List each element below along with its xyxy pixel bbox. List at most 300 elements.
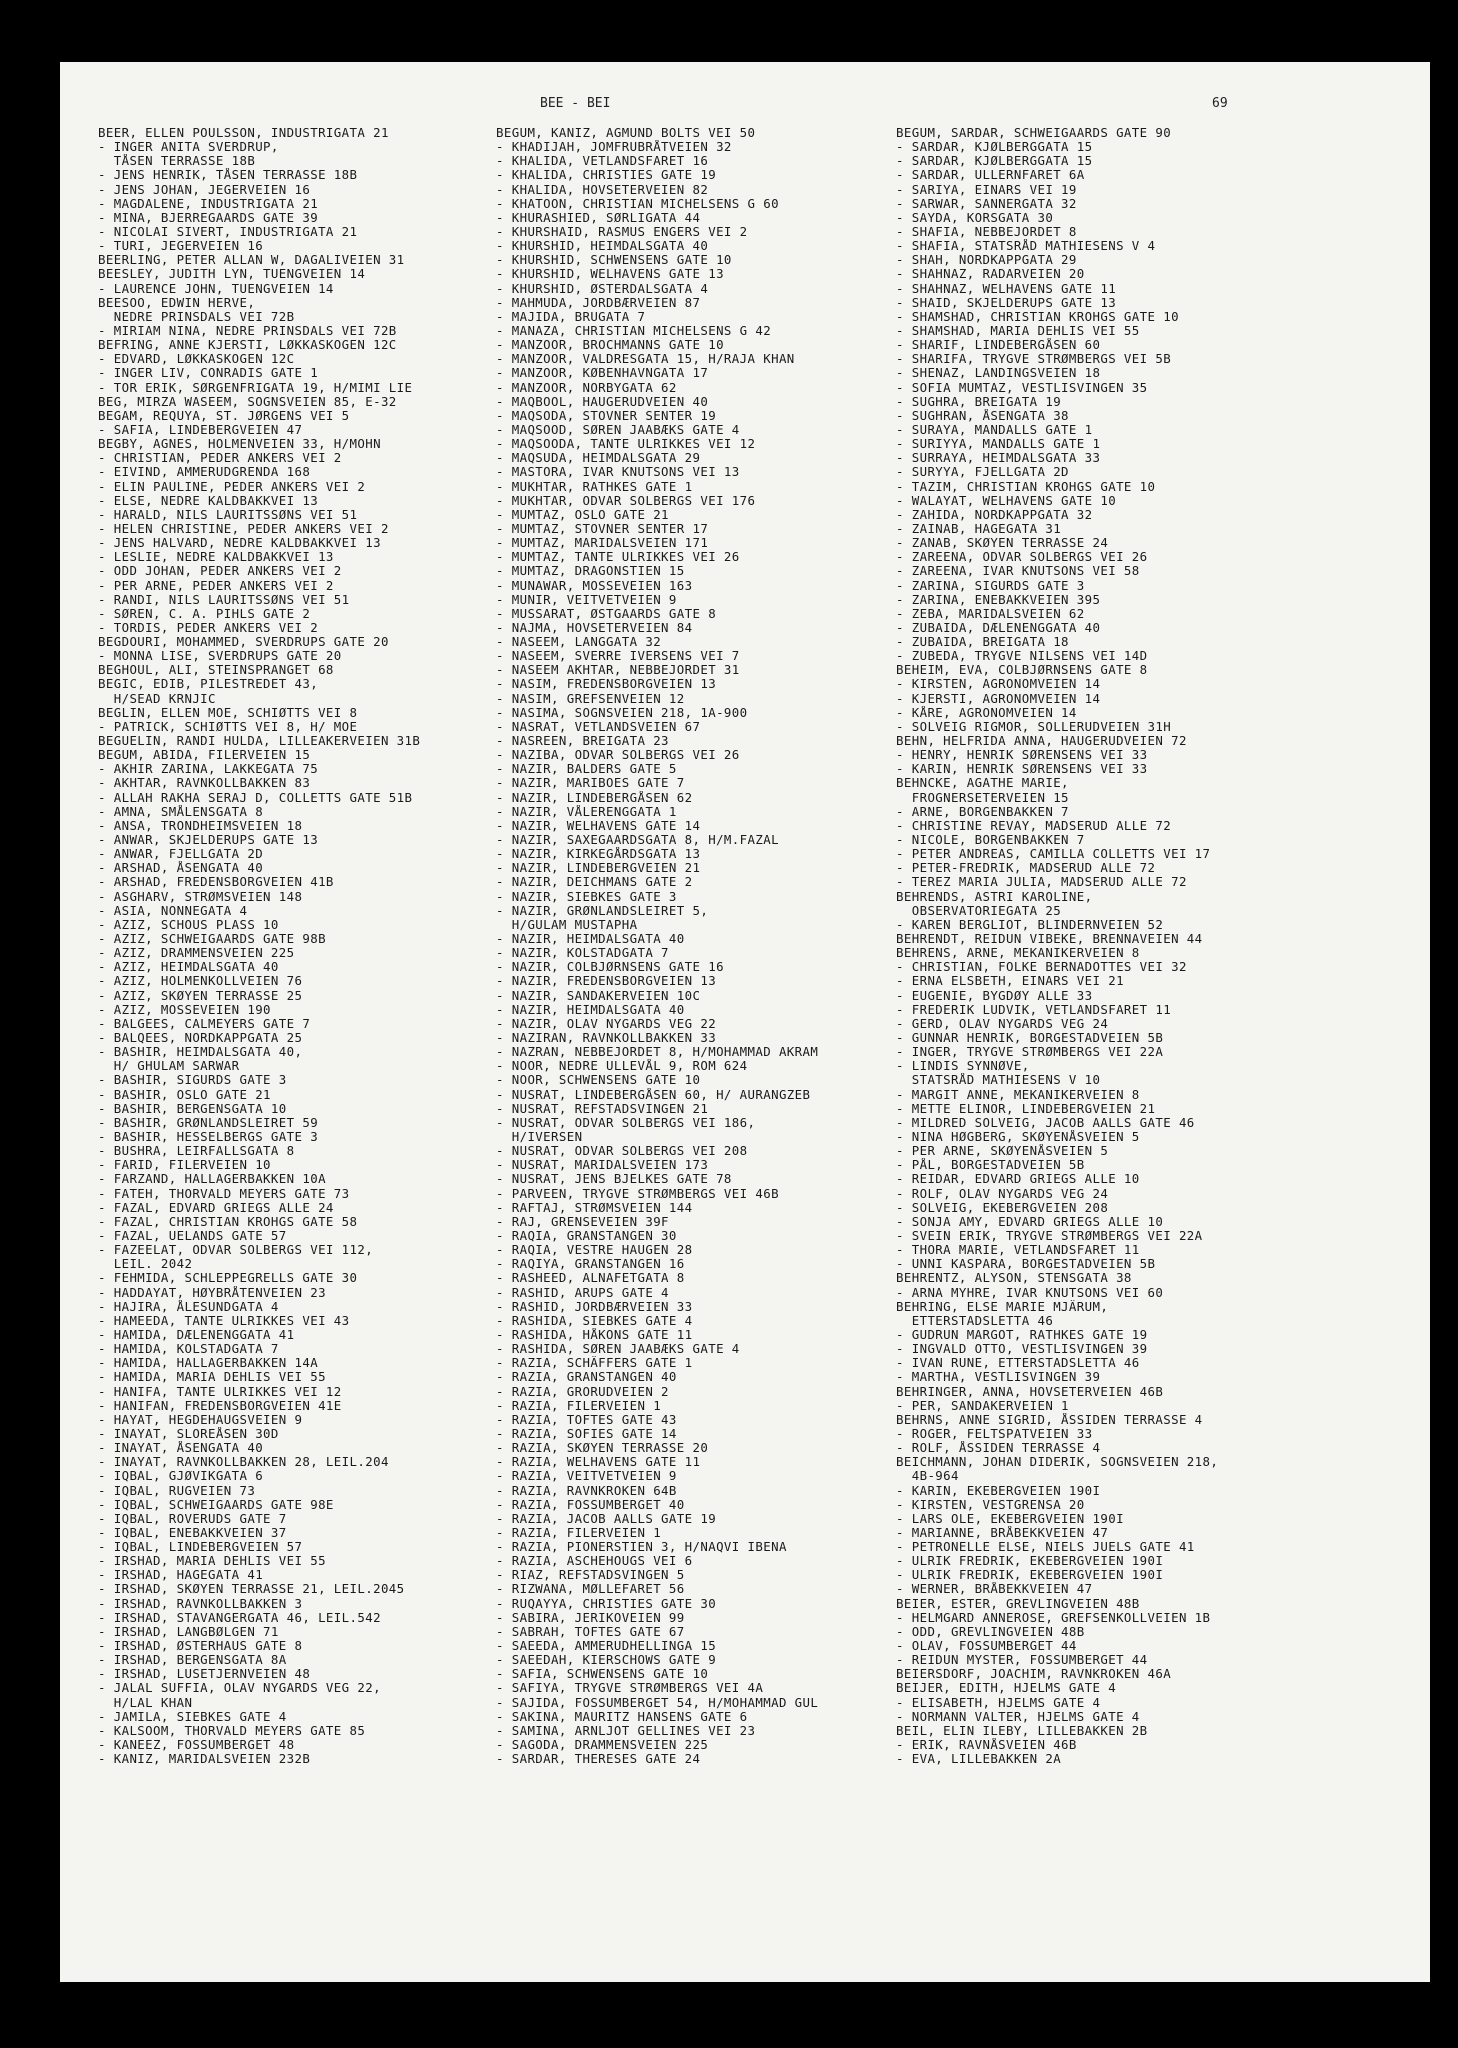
directory-entry: - REIDUN MYSTER, FOSSUMBERGET 44 [896,1653,1148,1668]
directory-entry: - KARIN, EKEBERGVEIEN 190I [896,1483,1101,1498]
directory-entry: - TORDIS, PEDER ANKERS VEI 2 [98,620,319,635]
directory-entry: - IRSHAD, LANGBØLGEN 71 [98,1624,279,1639]
directory-entry: BEGIC, EDIB, PILESTREDET 43, [98,677,319,692]
directory-entry: - ERNA ELSBETH, EINARS VEI 21 [896,974,1124,989]
directory-entry: - TEREZ MARIA JULIA, MADSERUD ALLE 72 [896,875,1187,890]
directory-entry: - IQBAL, GJØVIKGATA 6 [98,1469,264,1484]
directory-entry: - SAJIDA, FOSSUMBERGET 54, H/MOHAMMAD GUL [496,1695,819,1710]
directory-entry: - AZIZ, SKØYEN TERRASSE 25 [98,988,303,1003]
directory-entry: H/SEAD KRNJIC [98,691,216,706]
directory-entry: - FEHMIDA, SCHLEPPEGRELLS GATE 30 [98,1271,358,1286]
directory-entry: - KIRSTEN, VESTGRENSA 20 [896,1497,1085,1512]
directory-entry: - RIAZ, REFSTADSVINGEN 5 [496,1568,685,1583]
page-title: BEE - BEI [540,96,611,111]
directory-entry: - ARNE, BORGENBAKKEN 7 [896,804,1069,819]
directory-entry: - SURYYA, FJELLGATA 2D [896,465,1069,480]
directory-entry: - REIDAR, EDVARD GRIEGS ALLE 10 [896,1172,1140,1187]
directory-entry: - BASHIR, HESSELBERGS GATE 3 [98,1129,319,1144]
directory-entry: - SONJA AMY, EDVARD GRIEGS ALLE 10 [896,1214,1164,1229]
directory-entry: - SARDAR, KJØLBERGGATA 15 [896,154,1093,169]
directory-entry: - SVEIN ERIK, TRYGVE STRØMBERGS VEI 22A [896,1228,1203,1243]
directory-entry: - SURAYA, MANDALLS GATE 1 [896,422,1093,437]
directory-page [60,62,1430,1982]
directory-entry: - MAQSOODA, TANTE ULRIKKES VEI 12 [496,437,756,452]
directory-entry: - TOR ERIK, SØRGENFRIGATA 19, H/MIMI LIE [98,380,413,395]
directory-entry: - KHURSHID, ØSTERDALSGATA 4 [496,281,709,296]
directory-entry: - NASRAT, VETLANDSVEIEN 67 [496,719,701,734]
directory-entry: - SOFIA MUMTAZ, VESTLISVINGEN 35 [896,380,1148,395]
directory-entry: BEHRENS, ARNE, MEKANIKERVEIEN 8 [896,946,1140,961]
directory-entry: - NAZIR, SANDAKERVEIEN 10C [496,988,701,1003]
column-2 [496,126,926,1766]
directory-entry: - ODD JOHAN, PEDER ANKERS VEI 2 [98,564,342,579]
directory-entry: - SHAID, SKJELDERUPS GATE 13 [896,295,1117,310]
directory-entry: - NICOLAI SIVERT, INDUSTRIGATA 21 [98,224,358,239]
directory-entry: - MUSSARAT, ØSTGAARDS GATE 8 [496,606,717,621]
directory-entry: - NAZIR, OLAV NYGARDS VEG 22 [496,1016,717,1031]
directory-entry: - RAZIA, ASCHEHOUGS VEI 6 [496,1554,693,1569]
directory-entry: - HAMIDA, MARIA DEHLIS VEI 55 [98,1370,326,1385]
directory-entry: - RASHID, JORDBÆRVEIEN 33 [496,1299,693,1314]
directory-entry: - ROGER, FELTSPATVEIEN 33 [896,1426,1093,1441]
directory-entry: - NAZIRAN, RAVNKOLLBAKKEN 33 [496,1031,717,1045]
directory-entry: - RAZIA, SKØYEN TERRASSE 20 [496,1441,709,1456]
directory-entry: - SOLVEIG RIGMOR, SOLLERUDVEIEN 31H [896,719,1172,734]
directory-entry: - NICOLE, BORGENBAKKEN 7 [896,833,1085,848]
directory-entry: BEESLEY, JUDITH LYN, TUENGVEIEN 14 [98,267,366,282]
directory-entry: - MANZOOR, BROCHMANNS GATE 10 [496,338,724,353]
directory-entry: - RAZIA, PIONERSTIEN 3, H/NAQVI IBENA [496,1540,787,1555]
directory-entry: - GUDRUN MARGOT, RATHKES GATE 19 [896,1327,1148,1342]
directory-entry: - SAEEDA, AMMERUDHELLINGA 15 [496,1639,717,1654]
directory-entry: - ZARINA, SIGURDS GATE 3 [896,578,1085,593]
directory-entry: - HENRY, HENRIK SØRENSENS VEI 33 [896,748,1148,763]
directory-entry: - ERIK, RAVNÅSVEIEN 46B [896,1738,1077,1753]
directory-entry: - KHURASHIED, SØRLIGATA 44 [496,210,701,225]
directory-entry: - BASHIR, OSLO GATE 21 [98,1087,271,1102]
directory-entry: - PETRONELLE ELSE, NIELS JUELS GATE 41 [896,1540,1195,1555]
directory-entry: - BASHIR, HEIMDALSGATA 40, [98,1045,303,1060]
directory-entry: BEGHOUL, ALI, STEINSPRANGET 68 [98,663,334,678]
directory-entry: - INGER, TRYGVE STRØMBERGS VEI 22A [896,1045,1164,1060]
directory-entry: - SOLVEIG, EKEBERGVEIEN 208 [896,1200,1109,1215]
directory-entry: - LAURENCE JOHN, TUENGVEIEN 14 [98,281,334,296]
directory-entry: - SAEEDAH, KIERSCHOWS GATE 9 [496,1653,717,1668]
directory-entry: BEGUELIN, RANDI HULDA, LILLEAKERVEIEN 31B [98,734,421,749]
directory-entry: BEGDOURI, MOHAMMED, SVERDRUPS GATE 20 [98,635,389,650]
directory-entry: - ANWAR, FJELLGATA 2D [98,847,264,862]
column-1 [98,126,528,1766]
directory-entry: - FAZAL, CHRISTIAN KROHGS GATE 58 [98,1214,358,1229]
directory-entry: - LESLIE, NEDRE KALDBAKKVEI 13 [98,550,334,565]
directory-entry: - RAZIA, VEITVETVEIEN 9 [496,1469,677,1484]
directory-entry: - INGVALD OTTO, VESTLISVINGEN 39 [896,1342,1148,1357]
directory-entry: - JENS HALVARD, NEDRE KALDBAKKVEI 13 [98,536,381,551]
directory-entry: - NASEEM AKHTAR, NEBBEJORDET 31 [496,663,740,678]
directory-entry: - KANIZ, MARIDALSVEIEN 232B [98,1752,311,1767]
directory-entry: - JALAL SUFFIA, OLAV NYGARDS VEG 22, [98,1681,381,1696]
directory-entry: - EVA, LILLEBAKKEN 2A [896,1752,1062,1767]
directory-entry: - MANZOOR, NORBYGATA 62 [496,380,677,395]
directory-entry: - KALSOOM, THORVALD MEYERS GATE 85 [98,1723,366,1738]
directory-entry: - KHALIDA, VETLANDSFARET 16 [496,154,709,169]
directory-entry: - MILDRED SOLVEIG, JACOB AALLS GATE 46 [896,1115,1195,1130]
directory-entry: - MUMTAZ, MARIDALSVEIEN 171 [496,536,709,551]
directory-entry: - SHAHNAZ, WELHAVENS GATE 11 [896,281,1117,296]
directory-entry: LEIL. 2042 [98,1257,193,1272]
directory-entry: BEHN, HELFRIDA ANNA, HAUGERUDVEIEN 72 [896,734,1187,749]
directory-entry: - BASHIR, BERGENSGATA 10 [98,1101,287,1116]
directory-entry: - SARIYA, EINARS VEI 19 [896,182,1077,197]
directory-entry: ETTERSTADSLETTA 46 [896,1313,1054,1328]
directory-entry: - BALQEES, NORDKAPPGATA 25 [98,1031,303,1045]
directory-entry: - SAKINA, MAURITZ HANSENS GATE 6 [496,1709,748,1724]
directory-entry: - IRSHAD, HAGEGATA 41 [98,1568,264,1583]
directory-entry: - RAZIA, GRORUDVEIEN 2 [496,1384,669,1399]
directory-entry: - RAJ, GRENSEVEIEN 39F [496,1214,669,1229]
directory-entry: OBSERVATORIEGATA 25 [896,903,1062,918]
directory-entry: - NORMANN VALTER, HJELMS GATE 4 [896,1709,1140,1724]
directory-entry: - KHURSHID, WELHAVENS GATE 13 [496,267,724,282]
directory-entry: - ANWAR, SKJELDERUPS GATE 13 [98,833,319,848]
directory-entry: - ARSHAD, FREDENSBORGVEIEN 41B [98,875,334,890]
directory-entry: - OLAV, FOSSUMBERGET 44 [896,1639,1077,1654]
directory-entry: - HAMIDA, DÆLENENGGATA 41 [98,1327,295,1342]
directory-entry: - IQBAL, LINDEBERGVEIEN 57 [98,1540,303,1555]
directory-entry: - AZIZ, MOSSEVEIEN 190 [98,1002,271,1017]
directory-entry: - SHAFIA, NEBBEJORDET 8 [896,224,1077,239]
directory-entry: BEGLIN, ELLEN MOE, SCHIØTTS VEI 8 [98,705,358,720]
directory-entry: - NAJMA, HOVSETERVEIEN 84 [496,620,693,635]
directory-entry: - HAJIRA, ÅLESUNDGATA 4 [98,1299,279,1314]
directory-entry: - NAZIR, DEICHMANS GATE 2 [496,875,693,890]
directory-entry: - ARNA MYHRE, IVAR KNUTSONS VEI 60 [896,1285,1164,1300]
directory-entry: - NASIM, GREFSENVEIEN 12 [496,691,685,706]
directory-entry: - THORA MARIE, VETLANDSFARET 11 [896,1243,1140,1258]
directory-entry: - IVAN RUNE, ETTERSTADSLETTA 46 [896,1356,1140,1371]
directory-entry: - WALAYAT, WELHAVENS GATE 10 [896,493,1117,508]
directory-entry: BEHRING, ELSE MARIE MJÄRUM, [896,1299,1109,1314]
directory-entry: - AZIZ, HOLMENKOLLVEIEN 76 [98,974,303,989]
directory-entry: - FARZAND, HALLAGERBAKKEN 10A [98,1172,326,1187]
directory-entry: - AKHIR ZARINA, LAKKEGATA 75 [98,762,319,777]
directory-entry: - IRSHAD, LUSETJERNVEIEN 48 [98,1667,311,1682]
directory-entry: BEHRINGER, ANNA, HOVSETERVEIEN 46B [896,1384,1164,1399]
directory-entry: - RAZIA, WELHAVENS GATE 11 [496,1455,701,1470]
directory-entry: - NASREEN, BREIGATA 23 [496,734,669,749]
directory-entry: - INAYAT, ÅSENGATA 40 [98,1441,264,1456]
directory-entry: - PARVEEN, TRYGVE STRØMBERGS VEI 46B [496,1186,779,1201]
directory-entry: BEHRNS, ANNE SIGRID, ÅSSIDEN TERRASSE 4 [896,1412,1203,1427]
directory-entry: - INGER LIV, CONRADIS GATE 1 [98,366,319,381]
directory-entry: - SARDAR, THERESES GATE 24 [496,1752,701,1767]
directory-entry: - HAMIDA, KOLSTADGATA 7 [98,1342,279,1357]
directory-entry: - RAQIA, GRANSTANGEN 30 [496,1228,677,1243]
directory-entry: BEGUM, ABIDA, FILERVEIEN 15 [98,748,311,763]
directory-entry: H/IVERSEN [496,1129,583,1144]
directory-entry: - FATEH, THORVALD MEYERS GATE 73 [98,1186,350,1201]
directory-entry: H/ GHULAM SARWAR [98,1059,240,1074]
directory-entry: - FAZAL, EDVARD GRIEGS ALLE 24 [98,1200,334,1215]
directory-entry: - SABRAH, TOFTES GATE 67 [496,1624,685,1639]
directory-entry: - ZAINAB, HAGEGATA 31 [896,521,1062,536]
directory-entry: - ZANAB, SKØYEN TERRASSE 24 [896,536,1109,551]
directory-entry: - NUSRAT, ODVAR SOLBERGS VEI 208 [496,1144,748,1159]
directory-entry: - SARDAR, ULLERNFARET 6A [896,168,1085,183]
directory-entry: - ZUBAIDA, BREIGATA 18 [896,635,1069,650]
directory-entry: H/LAL KHAN [98,1695,193,1710]
directory-entry: - RIZWANA, MØLLEFARET 56 [496,1582,685,1597]
directory-entry: - NAZIR, WELHAVENS GATE 14 [496,818,701,833]
directory-entry: - ELIN PAULINE, PEDER ANKERS VEI 2 [98,479,366,494]
directory-entry: - NAZIBA, ODVAR SOLBERGS VEI 26 [496,748,740,763]
directory-entry: - ZEBA, MARIDALSVEIEN 62 [896,606,1085,621]
directory-entry: - IQBAL, ENEBAKKVEIEN 37 [98,1525,287,1540]
directory-entry: - NAZIR, GRØNLANDSLEIRET 5, [496,903,709,918]
directory-entry: BEGUM, KANIZ, AGMUND BOLTS VEI 50 [496,126,756,140]
directory-entry: - MIRIAM NINA, NEDRE PRINSDALS VEI 72B [98,323,397,338]
directory-entry: BEERLING, PETER ALLAN W, DAGALIVEIEN 31 [98,253,405,268]
directory-entry: BEHEIM, EVA, COLBJØRNSENS GATE 8 [896,663,1148,678]
directory-entry: - RAZIA, RAVNKROKEN 64B [496,1483,677,1498]
directory-entry: - NAZIR, COLBJØRNSENS GATE 16 [496,960,724,975]
directory-entry: BEICHMANN, JOHAN DIDERIK, SOGNSVEIEN 218, [896,1455,1219,1470]
directory-entry: - SAFIA, SCHWENSENS GATE 10 [496,1667,709,1682]
directory-entry: - ROLF, OLAV NYGARDS VEG 24 [896,1186,1109,1201]
directory-entry: - NAZIR, SAXEGAARDSGATA 8, H/M.FAZAL [496,833,779,848]
directory-entry: - KHURSHID, SCHWENSENS GATE 10 [496,253,732,268]
directory-entry: BEHNCKE, AGATHE MARIE, [896,776,1069,791]
directory-entry: - BUSHRA, LEIRFALLSGATA 8 [98,1144,295,1159]
directory-entry: - AMNA, SMÅLENSGATA 8 [98,804,264,819]
directory-entry: - MUMTAZ, OSLO GATE 21 [496,507,669,522]
directory-entry: - SUGHRA, BREIGATA 19 [896,394,1062,409]
directory-entry: - LINDIS SYNNØVE, [896,1059,1030,1074]
directory-entry: - KIRSTEN, AGRONOMVEIEN 14 [896,677,1101,692]
directory-entry: - NOOR, SCHWENSENS GATE 10 [496,1073,701,1088]
directory-entry: - MAQSOOD, SØREN JAABÆKS GATE 4 [496,422,740,437]
directory-entry: - AKHTAR, RAVNKOLLBAKKEN 83 [98,776,311,791]
directory-entry: - KÅRE, AGRONOMVEIEN 14 [896,705,1077,720]
directory-entry: - NAZRAN, NEBBEJORDET 8, H/MOHAMMAD AKRAM [496,1045,819,1060]
directory-entry: - MAHMUDA, JORDBÆRVEIEN 87 [496,295,701,310]
directory-entry: - RUQAYYA, CHRISTIES GATE 30 [496,1596,717,1611]
directory-entry: - BASHIR, GRØNLANDSLEIRET 59 [98,1115,319,1130]
directory-entry: - PETER ANDREAS, CAMILLA COLLETTS VEI 17 [896,847,1211,862]
directory-entry: - SHAHNAZ, RADARVEIEN 20 [896,267,1085,282]
directory-entry: BEFRING, ANNE KJERSTI, LØKKASKOGEN 12C [98,338,397,353]
directory-entry: - ZARINA, ENEBAKKVEIEN 395 [896,592,1101,607]
directory-entry: - NAZIR, KOLSTADGATA 7 [496,946,669,961]
directory-entry: - RAZIA, TOFTES GATE 43 [496,1412,677,1427]
directory-entry: - TAZIM, CHRISTIAN KROHGS GATE 10 [896,479,1156,494]
directory-entry: - INAYAT, RAVNKOLLBAKKEN 28, LEIL.204 [98,1455,389,1470]
directory-entry: - CHRISTIAN, PEDER ANKERS VEI 2 [98,451,342,466]
directory-entry: - KHURSHID, HEIMDALSGATA 40 [496,239,709,254]
directory-entry: - FAZEELAT, ODVAR SOLBERGS VEI 112, [98,1243,374,1258]
directory-entry: - SHENAZ, LANDINGSVEIEN 18 [896,366,1101,381]
directory-entry: - KAREN BERGLIOT, BLINDERNVEIEN 52 [896,917,1164,932]
directory-entry: - KHALIDA, HOVSETERVEIEN 82 [496,182,709,197]
directory-entry: - PETER-FREDRIK, MADSERUD ALLE 72 [896,861,1156,876]
directory-entry: - MAJIDA, BRUGATA 7 [496,309,646,324]
directory-entry: - SUGHRAN, ÅSENGATA 38 [896,408,1069,423]
directory-entry: - SAFIA, LINDEBERGVEIEN 47 [98,422,303,437]
directory-entry: - ZUBEDA, TRYGVE NILSENS VEI 14D [896,649,1148,664]
directory-entry: - NAZIR, FREDENSBORGVEIEN 13 [496,974,717,989]
directory-entry: - KHADIJAH, JOMFRUBRÅTVEIEN 32 [496,140,732,155]
directory-entry: - RASHIDA, HÅKONS GATE 11 [496,1327,693,1342]
directory-entry: - NAZIR, SIEBKES GATE 3 [496,889,677,904]
directory-entry: BEIJER, EDITH, HJELMS GATE 4 [896,1681,1117,1696]
directory-entry: - SAGODA, DRAMMENSVEIEN 225 [496,1738,709,1753]
directory-entry: - IQBAL, ROVERUDS GATE 7 [98,1511,287,1526]
directory-entry: - MANAZA, CHRISTIAN MICHELSENS G 42 [496,323,772,338]
directory-entry: - RAZIA, FILERVEIEN 1 [496,1398,662,1413]
directory-entry: - IRSHAD, ØSTERHAUS GATE 8 [98,1639,303,1654]
directory-entry: - RAFTAJ, STRØMSVEIEN 144 [496,1200,693,1215]
directory-entry: - RASHEED, ALNAFETGATA 8 [496,1271,685,1286]
directory-entry: - MUKHTAR, RATHKES GATE 1 [496,479,693,494]
directory-entry: - MUNIR, VEITVETVEIEN 9 [496,592,677,607]
directory-entry: - PÅL, BORGESTADVEIEN 5B [896,1158,1085,1173]
directory-entry: - ASGHARV, STRØMSVEIEN 148 [98,889,303,904]
directory-entry: - MARIANNE, BRÅBEKKVEIEN 47 [896,1525,1109,1540]
directory-entry: - KHURSHAID, RASMUS ENGERS VEI 2 [496,224,748,239]
directory-entry: - MUMTAZ, STOVNER SENTER 17 [496,521,709,536]
directory-entry: BEIER, ESTER, GREVLINGVEIEN 48B [896,1596,1140,1611]
directory-entry: - AZIZ, SCHWEIGAARDS GATE 98B [98,932,326,947]
directory-entry: - SHAH, NORDKAPPGATA 29 [896,253,1077,268]
directory-entry: - SARDAR, KJØLBERGGATA 15 [896,140,1093,155]
directory-entry: - SURIYYA, MANDALLS GATE 1 [896,437,1101,452]
directory-entry: - JAMILA, SIEBKES GATE 4 [98,1709,287,1724]
directory-entry: - METTE ELINOR, LINDEBERGVEIEN 21 [896,1101,1156,1116]
directory-entry: - NAZIR, KIRKEGÅRDSGATA 13 [496,847,701,862]
directory-entry: - HAMIDA, HALLAGERBAKKEN 14A [98,1356,319,1371]
directory-entry: - UNNI KASPARA, BORGESTADVEIEN 5B [896,1257,1156,1272]
directory-entry: - ZAREENA, ODVAR SOLBERGS VEI 26 [896,550,1148,565]
directory-entry: - NINA HØGBERG, SKØYENÅSVEIEN 5 [896,1129,1140,1144]
directory-entry: - RASHID, ARUPS GATE 4 [496,1285,669,1300]
directory-entry: - SAYDA, KORSGATA 30 [896,210,1054,225]
directory-entry: - RAZIA, SOFIES GATE 14 [496,1426,677,1441]
page-number: 69 [1212,96,1228,111]
directory-entry: - KANEEZ, FOSSUMBERGET 48 [98,1738,295,1753]
directory-entry: BEGUM, SARDAR, SCHWEIGAARDS GATE 90 [896,126,1172,140]
directory-entry: - MARTHA, VESTLISVINGEN 39 [896,1370,1101,1385]
directory-entry: - BALGEES, CALMEYERS GATE 7 [98,1016,311,1031]
directory-entry: - NAZIR, BALDERS GATE 5 [496,762,677,777]
directory-entry: - ELSE, NEDRE KALDBAKKVEI 13 [98,493,319,508]
directory-entry: - NAZIR, VÅLERENGGATA 1 [496,804,677,819]
directory-entry: - SHARIF, LINDEBERGÅSEN 60 [896,338,1101,353]
directory-entry: - RAQIYA, GRANSTANGEN 16 [496,1257,685,1272]
directory-entry: - MUNAWAR, MOSSEVEIEN 163 [496,578,693,593]
directory-entry: - RANDI, NILS LAURITSSØNS VEI 51 [98,592,350,607]
directory-entry: - LARS OLE, EKEBERGVEIEN 190I [896,1511,1124,1526]
directory-entry: - ARSHAD, ÅSENGATA 40 [98,861,264,876]
directory-entry: - MAQSUDA, HEIMDALSGATA 29 [496,451,701,466]
directory-entry: BEESOO, EDWIN HERVE, [98,295,256,310]
directory-entry: - NAZIR, LINDEBERGVEIEN 21 [496,861,701,876]
directory-entry: BEER, ELLEN POULSSON, INDUSTRIGATA 21 [98,126,389,140]
directory-entry: - HELEN CHRISTINE, PEDER ANKERS VEI 2 [98,521,389,536]
directory-entry: - SABIRA, JERIKOVEIEN 99 [496,1610,685,1625]
directory-entry: - NASEEM, LANGGATA 32 [496,635,662,650]
directory-entry: - MUKHTAR, ODVAR SOLBERGS VEI 176 [496,493,756,508]
directory-entry: - AZIZ, SCHOUS PLASS 10 [98,917,279,932]
directory-entry: BEHRENDT, REIDUN VIBEKE, BRENNAVEIEN 44 [896,932,1203,947]
directory-entry: - MARGIT ANNE, MEKANIKERVEIEN 8 [896,1087,1140,1102]
directory-entry: BEG, MIRZA WASEEM, SOGNSVEIEN 85, E-32 [98,394,397,409]
directory-entry: - WERNER, BRÅBEKKVEIEN 47 [896,1582,1093,1597]
directory-entry: - PATRICK, SCHIØTTS VEI 8, H/ MOE [98,719,358,734]
directory-entry: - SHAMSHAD, CHRISTIAN KROHGS GATE 10 [896,309,1179,324]
directory-entry: FROGNERSETERVEIEN 15 [896,790,1069,805]
directory-entry: - RAZIA, GRANSTANGEN 40 [496,1370,677,1385]
directory-entry: - ODD, GREVLINGVEIEN 48B [896,1624,1085,1639]
directory-entry: - SAFIYA, TRYGVE STRØMBERGS VEI 4A [496,1681,764,1696]
directory-entry: - NOOR, NEDRE ULLEVÅL 9, ROM 624 [496,1059,748,1074]
directory-entry: - ASIA, NONNEGATA 4 [98,903,248,918]
directory-entry: - CHRISTIAN, FOLKE BERNADOTTES VEI 32 [896,960,1187,975]
directory-entry: - ANSA, TRONDHEIMSVEIEN 18 [98,818,303,833]
directory-entry: - EIVIND, AMMERUDGRENDA 168 [98,465,311,480]
directory-entry: - RAQIA, VESTRE HAUGEN 28 [496,1243,693,1258]
directory-entry: - IRSHAD, BERGENSGATA 8A [98,1653,287,1668]
directory-entry: - NUSRAT, JENS BJELKES GATE 78 [496,1172,732,1187]
directory-entry: BEGAM, REQUYA, ST. JØRGENS VEI 5 [98,408,350,423]
directory-entry: - SURRAYA, HEIMDALSGATA 33 [896,451,1101,466]
directory-entry: - KARIN, HENRIK SØRENSENS VEI 33 [896,762,1148,777]
directory-entry: - MANZOOR, KØBENHAVNGATA 17 [496,366,709,381]
directory-entry: BEGBY, AGNES, HOLMENVEIEN 33, H/MOHN [98,437,381,452]
directory-entry: - PER ARNE, PEDER ANKERS VEI 2 [98,578,334,593]
directory-entry: - SAMINA, ARNLJOT GELLINES VEI 23 [496,1723,756,1738]
directory-entry: - NASIMA, SOGNSVEIEN 218, 1A-900 [496,705,748,720]
directory-entry: - EDVARD, LØKKASKOGEN 12C [98,352,295,367]
directory-entry: - PER ARNE, SKØYENÅSVEIEN 5 [896,1144,1109,1159]
directory-entry: 4B-964 [896,1469,959,1484]
directory-entry: - NAZIR, LINDEBERGÅSEN 62 [496,790,693,805]
directory-entry: - IQBAL, RUGVEIEN 73 [98,1483,256,1498]
directory-entry: - HAYAT, HEGDEHAUGSVEIEN 9 [98,1412,303,1427]
directory-entry: - RAZIA, FILERVEIEN 1 [496,1525,662,1540]
directory-entry: - NUSRAT, LINDEBERGÅSEN 60, H/ AURANGZEB [496,1087,811,1102]
directory-entry: - HANIFAN, FREDENSBORGVEIEN 41E [98,1398,342,1413]
directory-entry: - GUNNAR HENRIK, BORGESTADVEIEN 5B [896,1031,1164,1045]
directory-entry: - KHATOON, CHRISTIAN MICHELSENS G 60 [496,196,779,211]
directory-entry: - INGER ANITA SVERDRUP, [98,140,279,155]
directory-entry: - HADDAYAT, HØYBRÅTENVEIEN 23 [98,1285,326,1300]
directory-entry: - FAZAL, UELANDS GATE 57 [98,1228,287,1243]
directory-entry: H/GULAM MUSTAPHA [496,917,638,932]
directory-entry: - NUSRAT, ODVAR SOLBERGS VEI 186, [496,1115,756,1130]
directory-entry: - KHALIDA, CHRISTIES GATE 19 [496,168,717,183]
directory-entry: - HAMEEDA, TANTE ULRIKKES VEI 43 [98,1313,350,1328]
directory-entry: - MONNA LISE, SVERDRUPS GATE 20 [98,649,342,664]
directory-entry: - RASHIDA, SIEBKES GATE 4 [496,1313,693,1328]
directory-entry: - NASIM, FREDENSBORGVEIEN 13 [496,677,717,692]
directory-entry: - ZUBAIDA, DÆLENENGGATA 40 [896,620,1101,635]
directory-entry: - IRSHAD, STAVANGERGATA 46, LEIL.542 [98,1610,381,1625]
directory-entry: - SØREN, C. A. PIHLS GATE 2 [98,606,311,621]
directory-entry: - RASHIDA, SØREN JAABÆKS GATE 4 [496,1342,740,1357]
directory-entry: - EUGENIE, BYGDØY ALLE 33 [896,988,1093,1003]
directory-entry: - AZIZ, HEIMDALSGATA 40 [98,960,279,975]
directory-entry: - AZIZ, DRAMMENSVEIEN 225 [98,946,295,961]
